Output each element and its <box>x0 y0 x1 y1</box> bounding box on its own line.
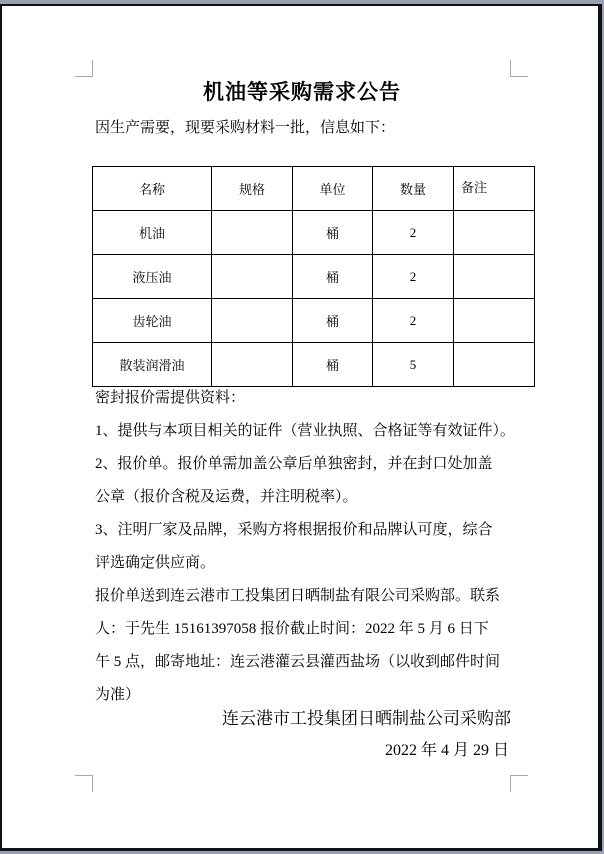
header-cell-qty: 数量 <box>373 167 454 211</box>
margin-crop-mark-bottom-right <box>510 775 528 792</box>
page-sheet <box>2 6 598 848</box>
cell-name: 散装润滑油 <box>93 343 212 387</box>
signature-line: 连云港市工投集团日晒制盐公司采购部 <box>222 709 511 728</box>
table-header-row <box>93 167 535 211</box>
cell-spec <box>212 343 293 387</box>
table-row <box>93 343 535 387</box>
body-line: 午 5 点，邮寄地址：连云港灌云县灌西盐场（以收到邮件时间 <box>95 654 501 670</box>
cell-unit: 桶 <box>293 255 373 299</box>
document-page <box>0 4 602 851</box>
cell-name: 机油 <box>93 211 212 255</box>
cell-unit: 桶 <box>293 299 373 343</box>
margin-crop-mark-top-right <box>510 60 528 77</box>
body-line: 人：于先生 15161397058 报价截止时间：2022 年 5 月 6 日下 <box>95 621 489 637</box>
cell-note <box>454 211 535 255</box>
header-cell-note: 备注 <box>454 167 535 211</box>
body-line: 3、注明厂家及品牌，采购方将根据报价和品牌认可度，综合 <box>95 522 493 538</box>
cell-qty: 5 <box>373 343 454 387</box>
intro-paragraph: 因生产需要，现要采购材料一批，信息如下： <box>95 120 396 136</box>
margin-crop-mark-bottom-left <box>75 775 93 792</box>
body-line: 2、报价单。报价单需加盖公章后单独密封，并在封口处加盖 <box>95 456 493 472</box>
cell-spec <box>212 299 293 343</box>
cell-unit: 桶 <box>293 211 373 255</box>
table-row <box>93 299 535 343</box>
cell-qty: 2 <box>373 255 454 299</box>
date-line: 2022 年 4 月 29 日 <box>384 742 509 759</box>
cell-note <box>454 299 535 343</box>
header-cell-unit: 单位 <box>293 167 373 211</box>
cell-spec <box>212 255 293 299</box>
table-row <box>93 211 535 255</box>
document-title: 机油等采购需求公告 <box>203 80 401 104</box>
cell-note <box>454 343 535 387</box>
margin-crop-mark-top-left <box>75 60 93 77</box>
body-line: 评选确定供应商。 <box>95 555 216 571</box>
cell-qty: 2 <box>373 299 454 343</box>
table-row <box>93 255 535 299</box>
body-line: 密封报价需提供资料： <box>95 390 246 406</box>
body-line: 公章（报价含税及运费，并注明税率）。 <box>95 489 358 505</box>
header-cell-name: 名称 <box>93 167 212 211</box>
cell-qty: 2 <box>373 211 454 255</box>
body-text <box>95 382 541 712</box>
body-line: 报价单送到连云港市工投集团日晒制盐有限公司采购部。联系 <box>95 588 501 604</box>
cell-name: 液压油 <box>93 255 212 299</box>
body-line: 1、提供与本项目相关的证件（营业执照、合格证等有效证件）。 <box>95 423 516 439</box>
cell-note <box>454 255 535 299</box>
procurement-table <box>92 166 535 387</box>
cell-unit: 桶 <box>293 343 373 387</box>
cell-spec <box>212 211 293 255</box>
cell-name: 齿轮油 <box>93 299 212 343</box>
body-line: 为准） <box>95 687 141 703</box>
header-cell-spec: 规格 <box>212 167 293 211</box>
